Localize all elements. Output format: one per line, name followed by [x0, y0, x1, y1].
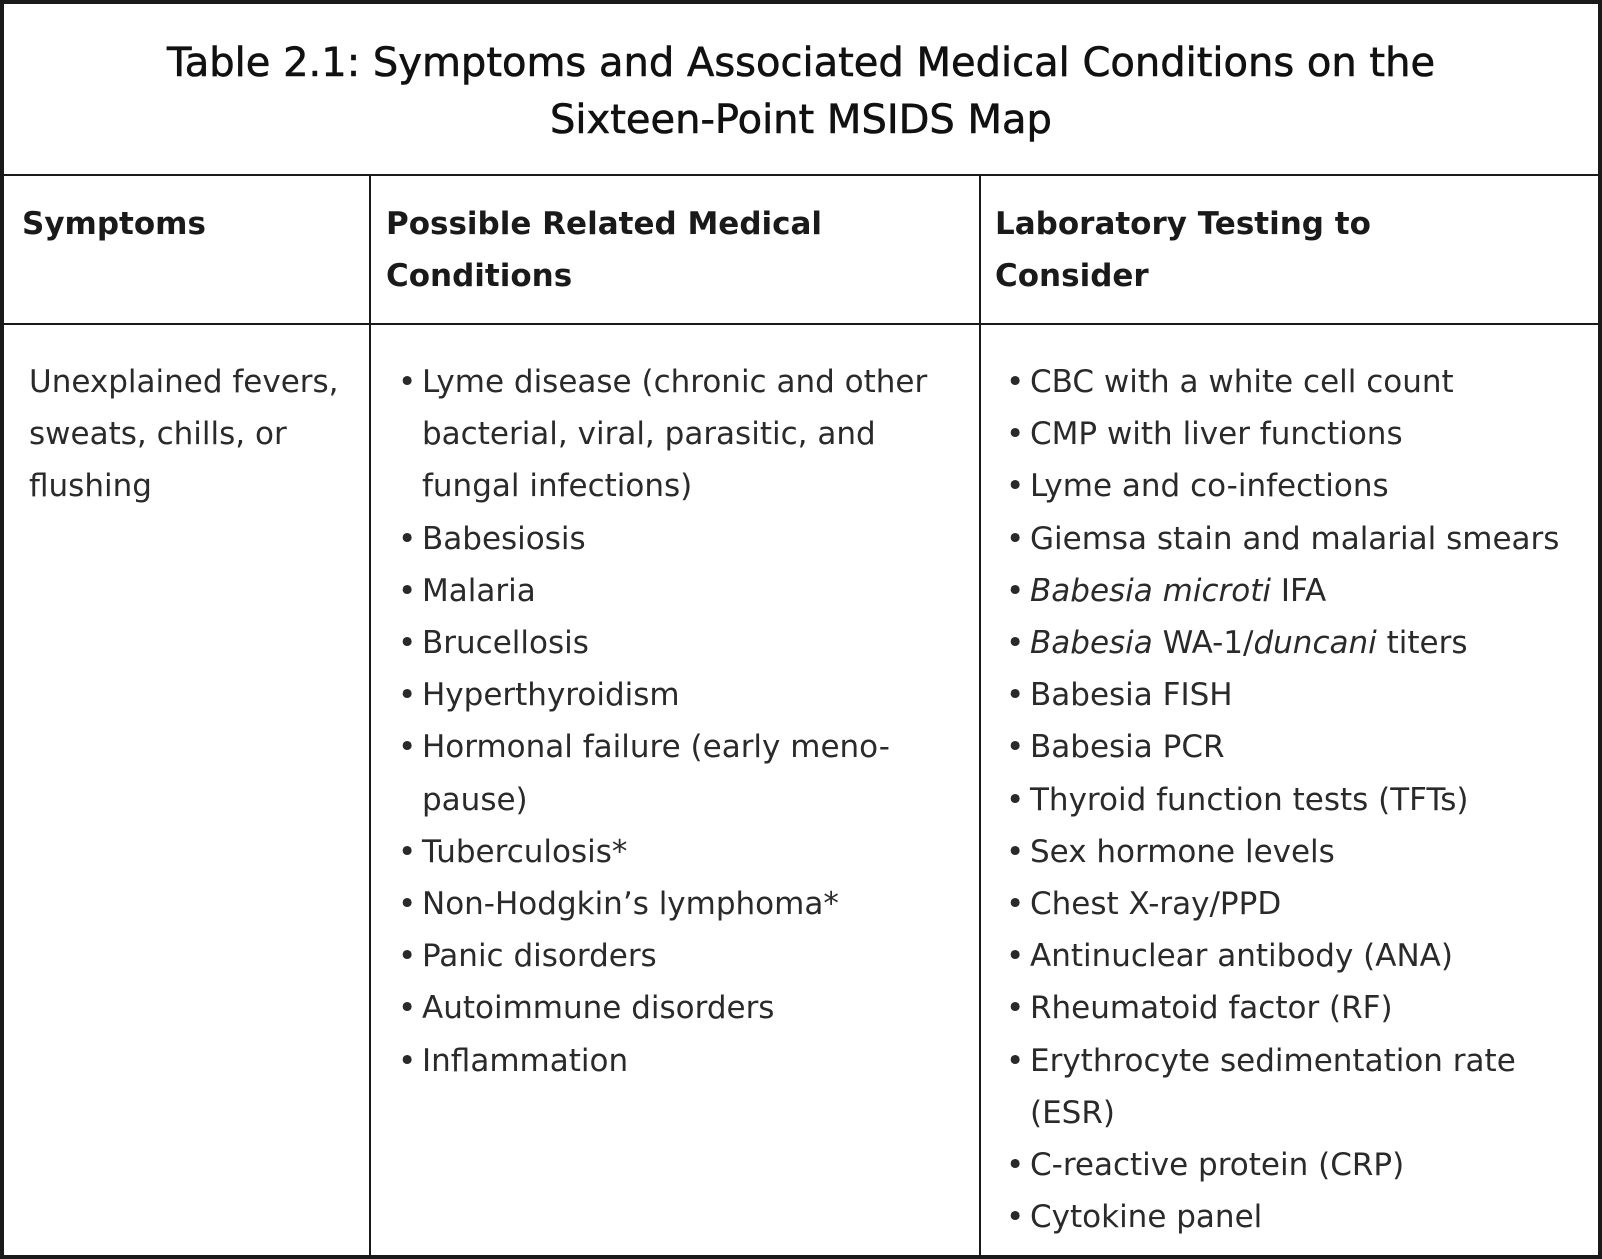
lab-test-item: • Babesia microti IFA [1004, 565, 1594, 617]
condition-item: • Panic disorders [396, 930, 961, 982]
lab-test-item: • Erythrocyte sedimentation rate (ESR) [1004, 1035, 1594, 1139]
lab-test-item: • Babesia PCR [1004, 721, 1594, 773]
condition-item: • Hormonal failure (early meno-pause) [396, 721, 961, 825]
condition-item: • Hyperthyroidism [396, 669, 961, 721]
header-symptoms: Symptoms [22, 206, 206, 242]
lab-test-item: • Rheumatoid factor (RF) [1004, 982, 1594, 1034]
symptoms-cell: Unexplained fevers, sweats, chills, or flushing [29, 364, 339, 505]
table-title [4, 4, 1598, 176]
condition-item: • Malaria [396, 565, 961, 617]
lab-test-item: • CMP with liver functions [1004, 408, 1594, 460]
lab-tests-list [1004, 356, 1594, 1243]
condition-item: • Tuberculosis* [396, 826, 961, 878]
condition-item: • Brucellosis [396, 617, 961, 669]
table-title-text: Table 2.1: Symptoms and Associated Medical Conditions on the Sixteen-Point MSIDS Map [166, 40, 1436, 143]
lab-test-item: • Cytokine panel [1004, 1191, 1594, 1243]
lab-test-item: • Chest X-ray/PPD [1004, 878, 1594, 930]
lab-test-item: • Thyroid function tests (TFTs) [1004, 774, 1594, 826]
lab-test-item: • Giemsa stain and malarial smears [1004, 513, 1594, 565]
lab-test-item: • C-reactive protein (CRP) [1004, 1139, 1594, 1191]
header-conditions: Possible Related Medical Conditions [386, 206, 823, 294]
lab-test-item: • Babesia FISH [1004, 669, 1594, 721]
condition-item: • Non-Hodgkin’s lymphoma* [396, 878, 961, 930]
lab-test-item: • Lyme and co-infections [1004, 460, 1594, 512]
column-divider-2 [979, 176, 981, 1255]
lab-test-item: • CBC with a white cell count [1004, 356, 1594, 408]
condition-item: • Lyme disease (chronic and other bacterial, viral, parasitic, and fungal infections) [396, 356, 961, 513]
header-divider [4, 323, 1598, 325]
lab-test-item: • Babesia WA-1/duncani titers [1004, 617, 1594, 669]
lab-test-item: • Sex hormone levels [1004, 826, 1594, 878]
conditions-list [396, 356, 961, 1087]
condition-item: • Inflammation [396, 1035, 961, 1087]
header-lab-tests: Laboratory Testing to Consider [995, 206, 1371, 294]
condition-item: • Autoimmune disorders [396, 982, 961, 1034]
column-divider-1 [369, 176, 371, 1255]
condition-item: • Babesiosis [396, 513, 961, 565]
lab-test-item: • Antinuclear antibody (ANA) [1004, 930, 1594, 982]
